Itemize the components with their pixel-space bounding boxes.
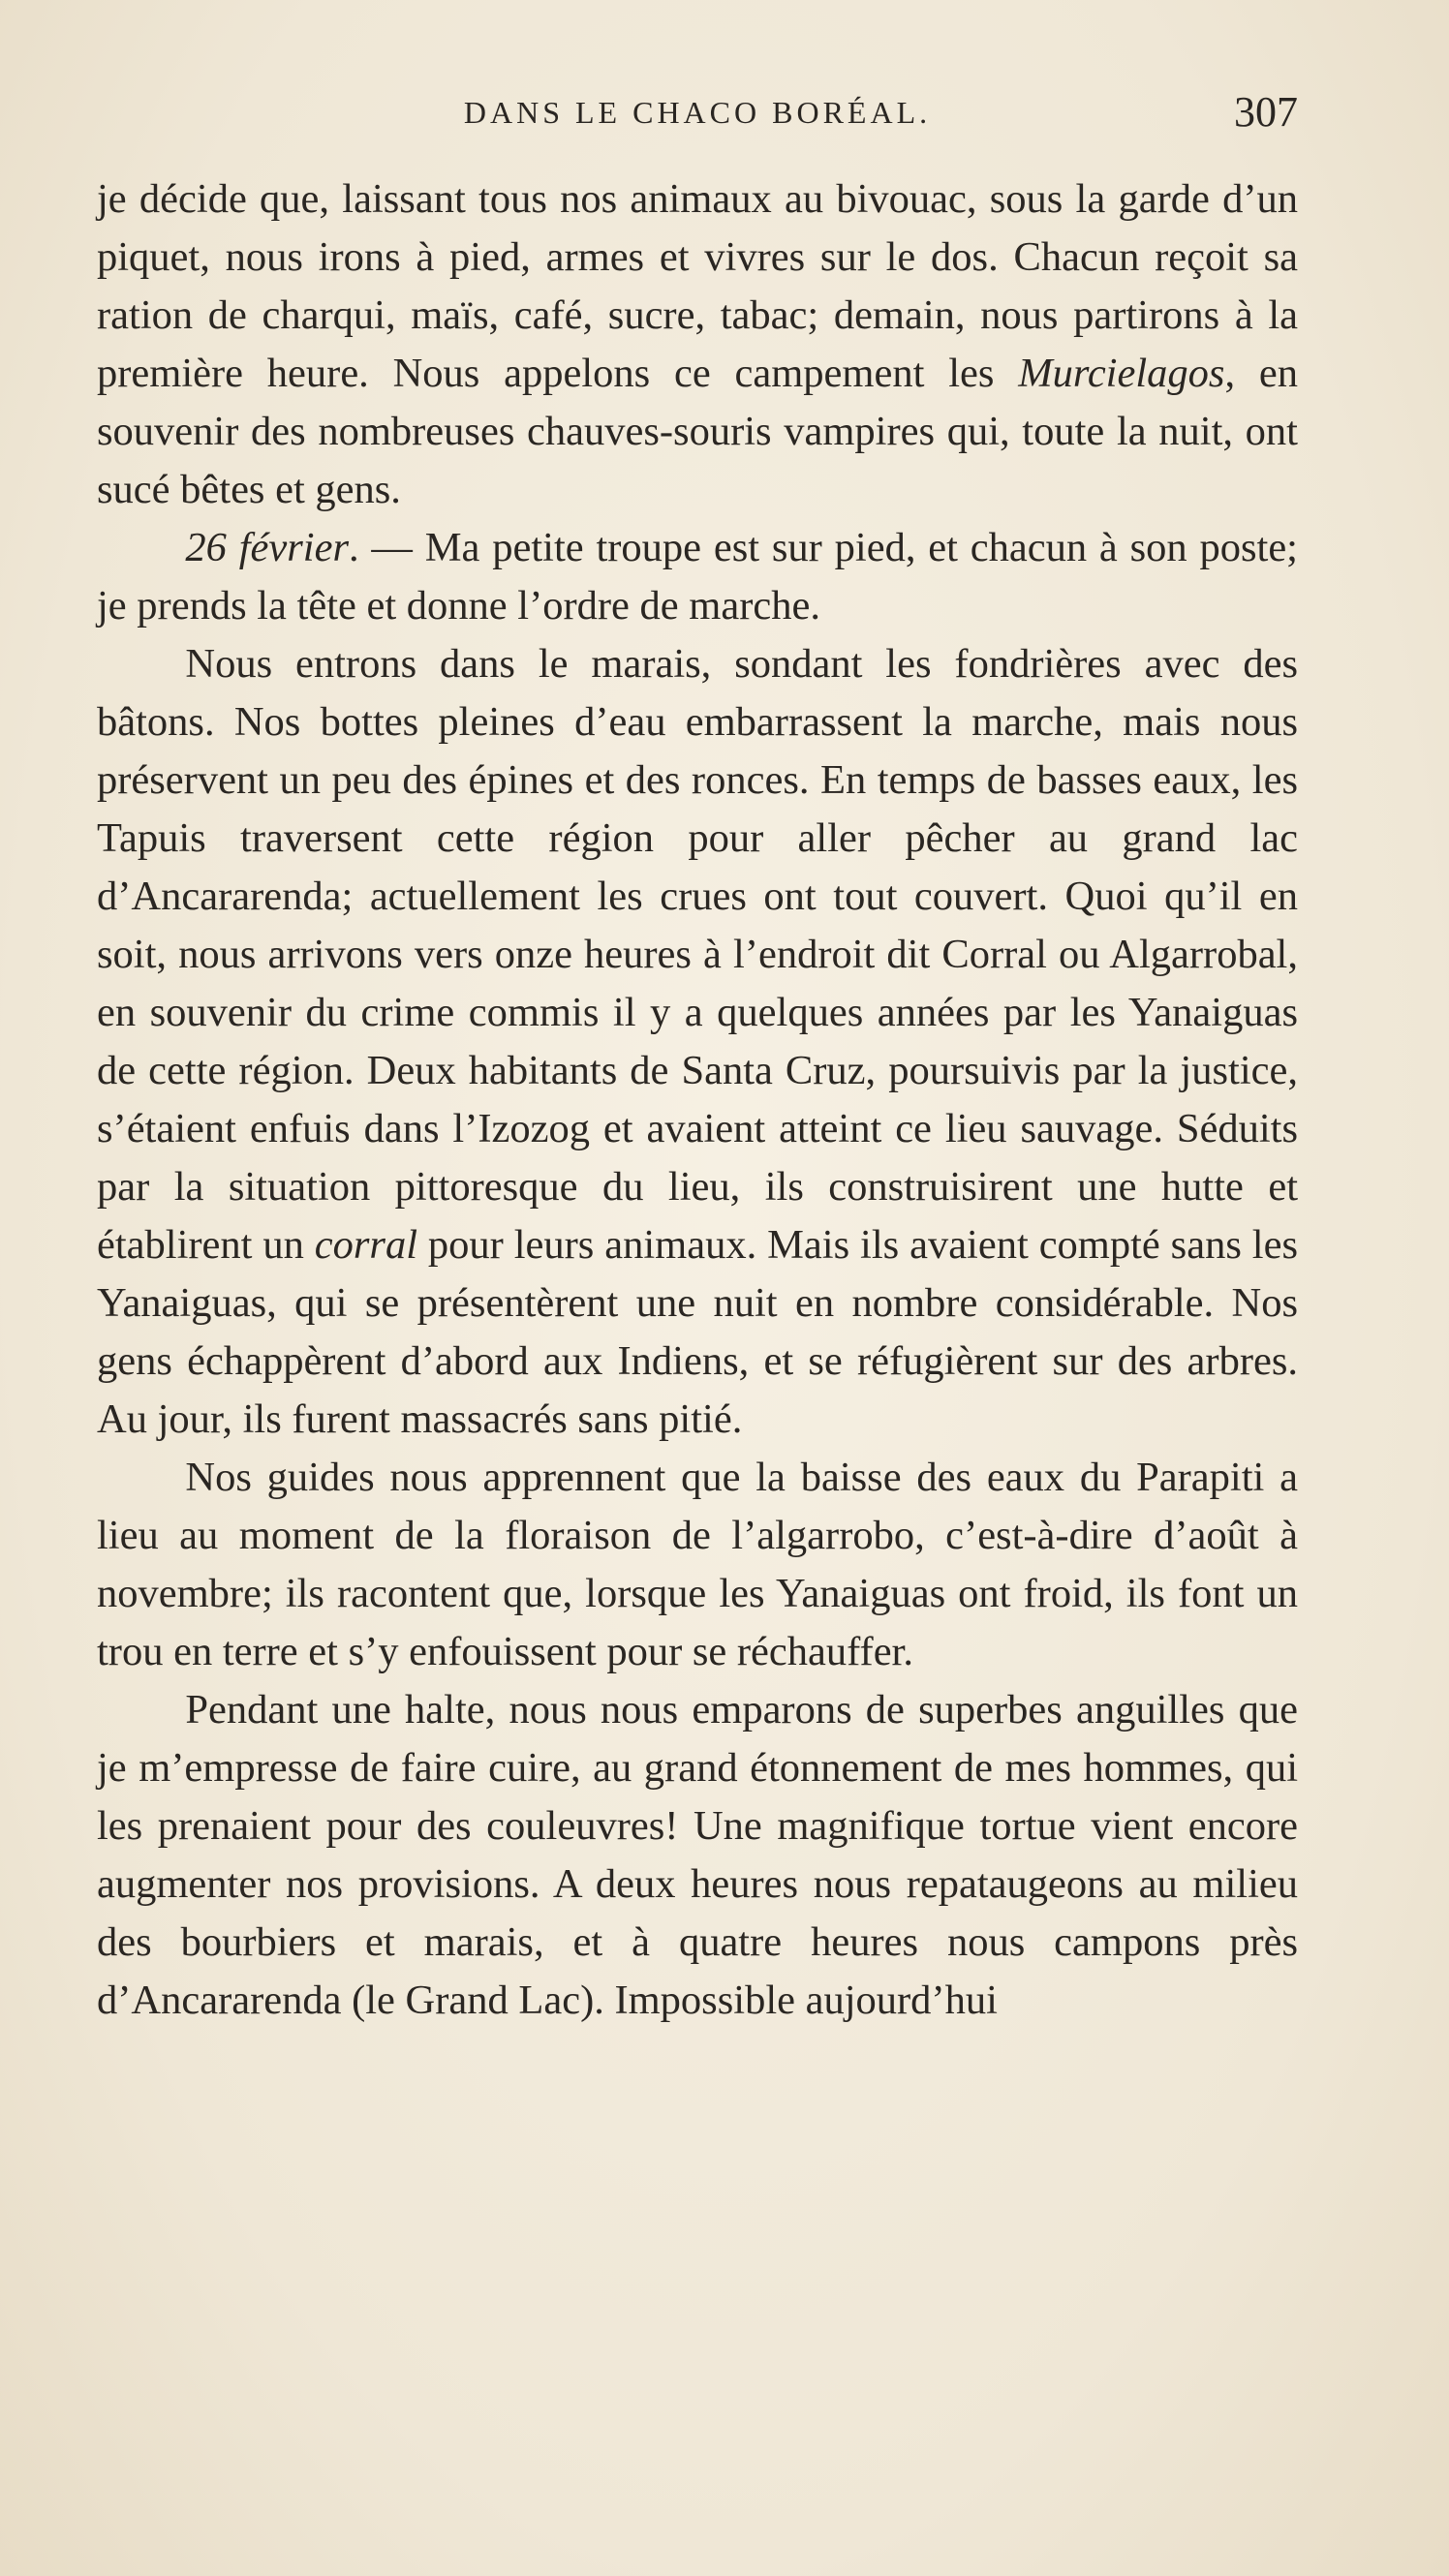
text-segment: je décide que, laissant tous nos animaux au bivouac, sous la garde d’un piquet, nous irons à pied, armes et vivres sur le dos. Chacun reçoit sa ration de charqui, maïs, café, sucre, tabac; demain, nous partirons à la première heure. Nous appelons ce campement les xyxy=(97,176,1298,396)
italic-term-murcielagos: Murcielagos xyxy=(1018,351,1225,396)
page-number: 307 xyxy=(1234,88,1298,136)
text-segment: Nos guides nous apprennent que la baisse des eaux du Parapiti a lieu au moment de la floraison de l’algarrobo, c’est-à-dire d’août à novembre; ils racontent que, lorsque les Yanaiguas ont froid, ils font un trou en terre et s’y enfouissent pour se réchauffer. xyxy=(97,1455,1298,1674)
body-text xyxy=(97,170,1298,2030)
page-header xyxy=(97,83,1298,141)
entry-date: 26 février xyxy=(185,525,349,570)
text-segment: . — Ma petite troupe est sur pied, et chacun à son poste; je prends la tête et donne l’ordre de marche. xyxy=(97,525,1298,629)
text-segment: , en souvenir des nombreuses chauves-souris vampires qui, toute la nuit, ont sucé bêtes et gens. xyxy=(97,351,1298,512)
running-title: DANS LE CHACO BORÉAL. xyxy=(463,95,932,130)
paragraph-5 xyxy=(97,1681,1298,2030)
text-segment: pour leurs animaux. Mais ils avaient compté sans les Yanaiguas, qui se présentèrent une nuit en nombre considérable. Nos gens échappèrent d’abord aux Indiens, et se réfugièrent sur des arbres. Au jour, ils furent massacrés sans pitié. xyxy=(97,1222,1298,1442)
text-segment: Nous entrons dans le marais, sondant les fondrières avec des bâtons. Nos bottes pleines d’eau embarrassent la marche, mais nous préservent un peu des épines et des ronces. En temps de basses eaux, les Tapuis traversent cette région pour aller pêcher au grand lac d’Ancararenda; actuellement les crues ont tout couvert. Quoi qu’il en soit, nous arrivons vers onze heures à l’endroit dit Corral ou Algarrobal, en souvenir du crime commis il y a quelques années par les Yanaiguas de cette région. Deux habitants de Santa Cruz, poursuivis par la justice, s’étaient enfuis dans l’Izozog et avaient atteint ce lieu sauvage. Séduits par la situation pittoresque du lieu, ils construisirent une hutte et établirent un xyxy=(97,641,1298,1268)
paragraph-1 xyxy=(97,170,1298,519)
paragraph-2 xyxy=(97,519,1298,635)
paragraph-4 xyxy=(97,1449,1298,1681)
paragraph-3 xyxy=(97,635,1298,1449)
italic-term-corral: corral xyxy=(314,1222,418,1268)
text-segment: Pendant une halte, nous nous emparons de superbes anguilles que je m’empresse de faire cuire, au grand étonnement de mes hommes, qui les prenaient pour des couleuvres! Une magnifique tortue vient encore augmenter nos provisions. A deux heures nous repataugeons au milieu des bourbiers et marais, et à quatre heures nous campons près d’Ancararenda (le Grand Lac). Impossible aujourd’hui xyxy=(97,1687,1298,2023)
